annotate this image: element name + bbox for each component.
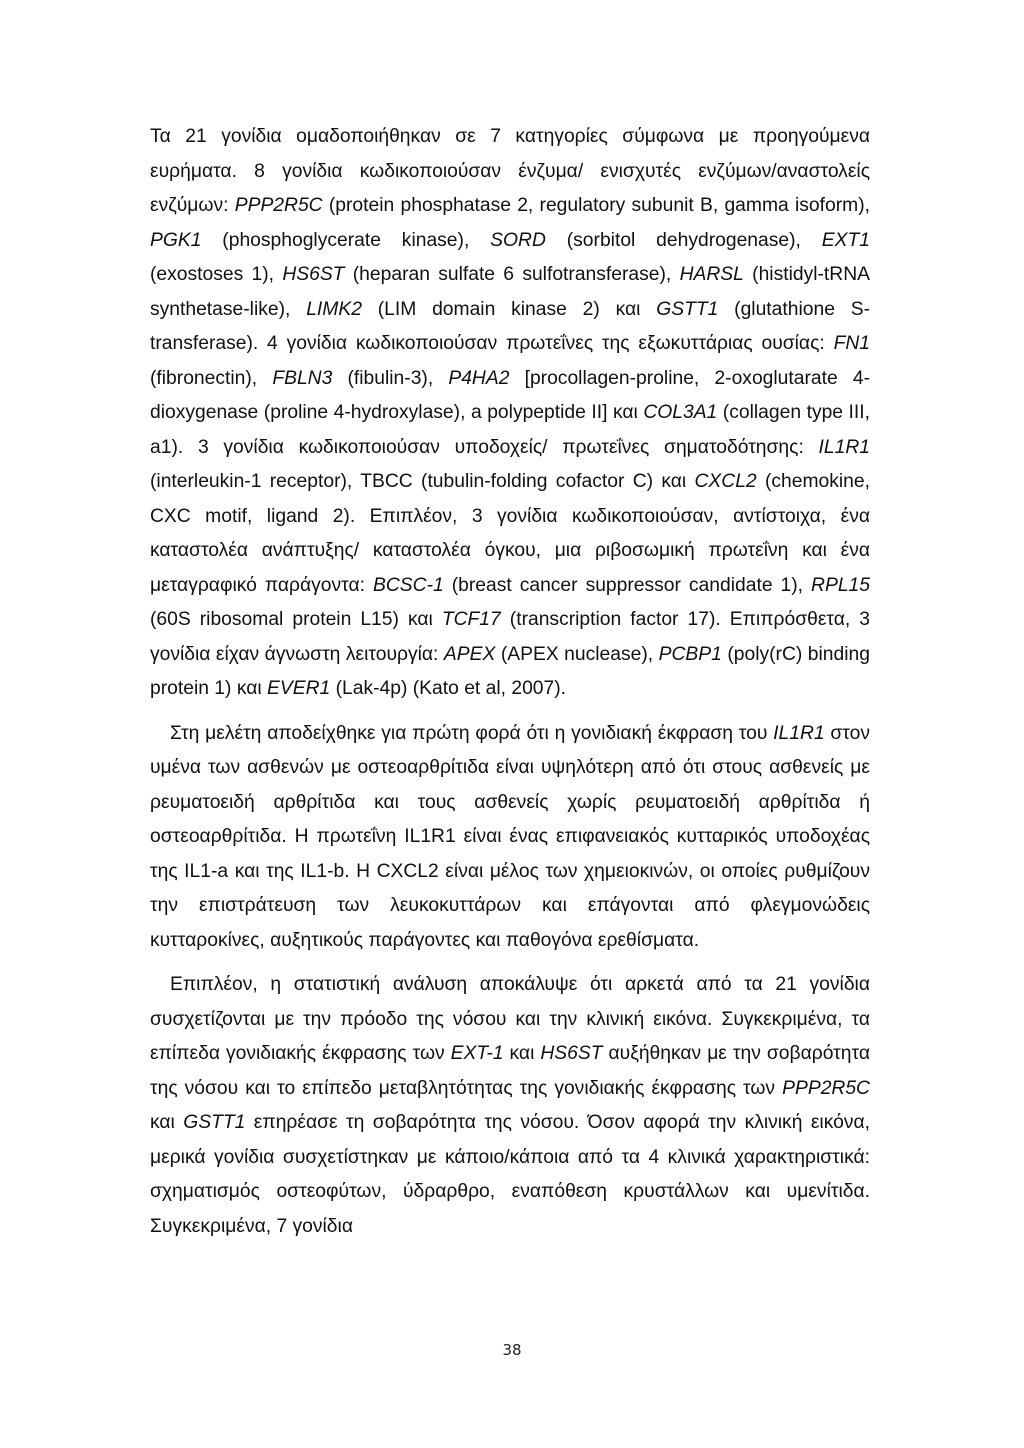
gene-name: FN1 xyxy=(833,333,870,354)
text-run: (chemokine, CXC motif, ligand 2). Επιπλέον, 3 γονίδια κωδικοποιούσαν, αντίστοιχα, ένα καταστολέα ανάπτυξης/ καταστολέα όγκου, μια ριβοσωμική πρωτεΐνη και ένα μεταγραφικό παράγοντα: xyxy=(150,471,870,596)
text-run: (protein phosphatase 2, regulatory subunit B, gamma isoform), xyxy=(322,195,870,216)
paragraph xyxy=(150,717,870,959)
text-run: (Lak-4p) (Kato et al, 2007). xyxy=(330,678,567,699)
paragraph xyxy=(150,120,870,707)
gene-name: SORD xyxy=(490,229,546,251)
text-run: (poly(rC) binding protein 1) και xyxy=(150,643,870,699)
text-run: και xyxy=(150,1112,184,1133)
text-run: (60S ribosomal protein L15) και xyxy=(150,609,442,630)
text-run: Επιπλέον, η στατιστική ανάλυση αποκάλυψε ότι αρκετά από τα 21 γονίδια συσχετίζονται με την πρόοδο της νόσου και την κλινική εικόνα. Συγκεκριμένα, τα επίπεδα γονιδιακής έκφρασης των xyxy=(150,974,870,1064)
gene-name: APEX xyxy=(443,643,496,665)
gene-name: EVER1 xyxy=(267,678,331,699)
text-run: (breast cancer suppressor candidate 1), xyxy=(443,574,812,596)
gene-name: RPL15 xyxy=(811,574,870,596)
text-run: (glutathione S-transferase). 4 γονίδια κωδικοποιούσαν πρωτεΐνες της εξωκυττάριας ουσίας: xyxy=(150,298,870,354)
text-run: Τα 21 γονίδια ομαδοποιήθηκαν σε 7 κατηγορίες σύμφωνα με προηγούμενα ευρήματα. 8 γονίδια κωδικοποιούσαν ένζυμα/ ενισχυτές ενζύμων/αναστολείς ενζύμων: xyxy=(150,126,870,216)
page-number: 38 xyxy=(502,1341,522,1359)
text-run: (fibulin-3), xyxy=(332,367,449,389)
text-run: στον υμένα των ασθενών με οστεοαρθρίτιδα είναι υψηλότερη από ότι στους ασθενείς με ρευματοειδή αρθρίτιδα και τους ασθενείς χωρίς ρευματοειδή αρθρίτιδα ή οστεοαρθρίτιδα. Η πρωτεΐνη IL1R1 είναι ένας επιφανειακός κυτταρικός υποδοχέας της IL1-a και της IL1-b. Η CXCL2 είναι μέλος των χημειοκινών, οι οποίες ρυθμίζουν την επιστράτευση των λευκοκυττάρων και επάγονται από φλεγμονώδεις κυτταροκίνες, αυξητικούς παράγοντες και παθογόνα ερεθίσματα. xyxy=(150,722,871,951)
gene-name: IL1R1 xyxy=(818,436,870,458)
text-run: (phosphoglycerate kinase), xyxy=(201,229,491,251)
gene-name: CXCL2 xyxy=(694,471,757,492)
gene-name: COL3A1 xyxy=(643,402,718,423)
text-run: αυξήθηκαν με την σοβαρότητα της νόσου και το επίπεδο μεταβλητότητας της γονιδιακής έκφρασης των xyxy=(150,1043,870,1099)
gene-name: PPP2R5C xyxy=(782,1077,870,1099)
gene-name: TCF17 xyxy=(441,609,501,630)
text-run: (exostoses 1), xyxy=(150,264,283,285)
text-run: επηρέασε τη σοβαρότητα της νόσου. Όσον αφορά την κλινική εικόνα, μερικά γονίδια συσχετίστηκαν με κάποιο/κάποια από τα 4 κλινικά χαρακτηριστικά: σχηματισμός οστεοφύτων, ύδραρθρο, εναπόθεση κρυστάλλων και υμενίτιδα. Συγκεκριμένα, 7 γονίδια xyxy=(150,1112,870,1237)
gene-name: HS6ST xyxy=(282,264,345,285)
gene-name: LIMK2 xyxy=(306,298,362,320)
text-run: (interleukin-1 receptor), TBCC (tubulin-folding cofactor C) και xyxy=(150,471,695,492)
gene-name: P4HA2 xyxy=(448,367,510,389)
text-run: (sorbitol dehydrogenase), xyxy=(545,229,822,251)
paragraph xyxy=(150,968,870,1244)
text-run: (histidyl-tRNA synthetase-like), xyxy=(150,264,871,320)
text-run: Στη μελέτη αποδείχθηκε για πρώτη φορά ότι η γονιδιακή έκφραση του xyxy=(170,722,774,744)
gene-name: PPP2R5C xyxy=(234,195,323,216)
body-text xyxy=(150,120,870,1254)
gene-name: HS6ST xyxy=(540,1043,603,1064)
text-run: (APEX nuclease), xyxy=(495,643,659,665)
gene-name: PGK1 xyxy=(150,229,202,251)
gene-name: BCSC-1 xyxy=(373,574,444,596)
gene-name: FBLN3 xyxy=(272,367,333,389)
text-run: (transcription factor 17). Επιπρόσθετα, 3 γονίδια είχαν άγνωστη λειτουργία: xyxy=(150,609,871,665)
text-run: (LIM domain kinase 2) και xyxy=(361,298,657,320)
text-run: (collagen type III, a1). 3 γονίδια κωδικοποιούσαν υποδοχείς/ πρωτεΐνες σηματοδότησης: xyxy=(150,402,870,458)
gene-name: GSTT1 xyxy=(183,1112,246,1133)
gene-name: EXT-1 xyxy=(450,1043,504,1064)
text-run: (heparan sulfate 6 sulfotransferase), xyxy=(344,264,680,285)
text-run: (fibronectin), xyxy=(150,367,273,389)
gene-name: EXT1 xyxy=(821,229,870,251)
text-run: και xyxy=(503,1043,541,1064)
text-run: [procollagen-proline, 2-oxoglutarate 4-dioxygenase (proline 4-hydroxylase), a polypeptide II] και xyxy=(150,367,870,423)
gene-name: IL1R1 xyxy=(773,722,825,744)
gene-name: PCBP1 xyxy=(658,643,722,665)
gene-name: GSTT1 xyxy=(656,298,719,320)
gene-name: HARSL xyxy=(679,264,744,285)
